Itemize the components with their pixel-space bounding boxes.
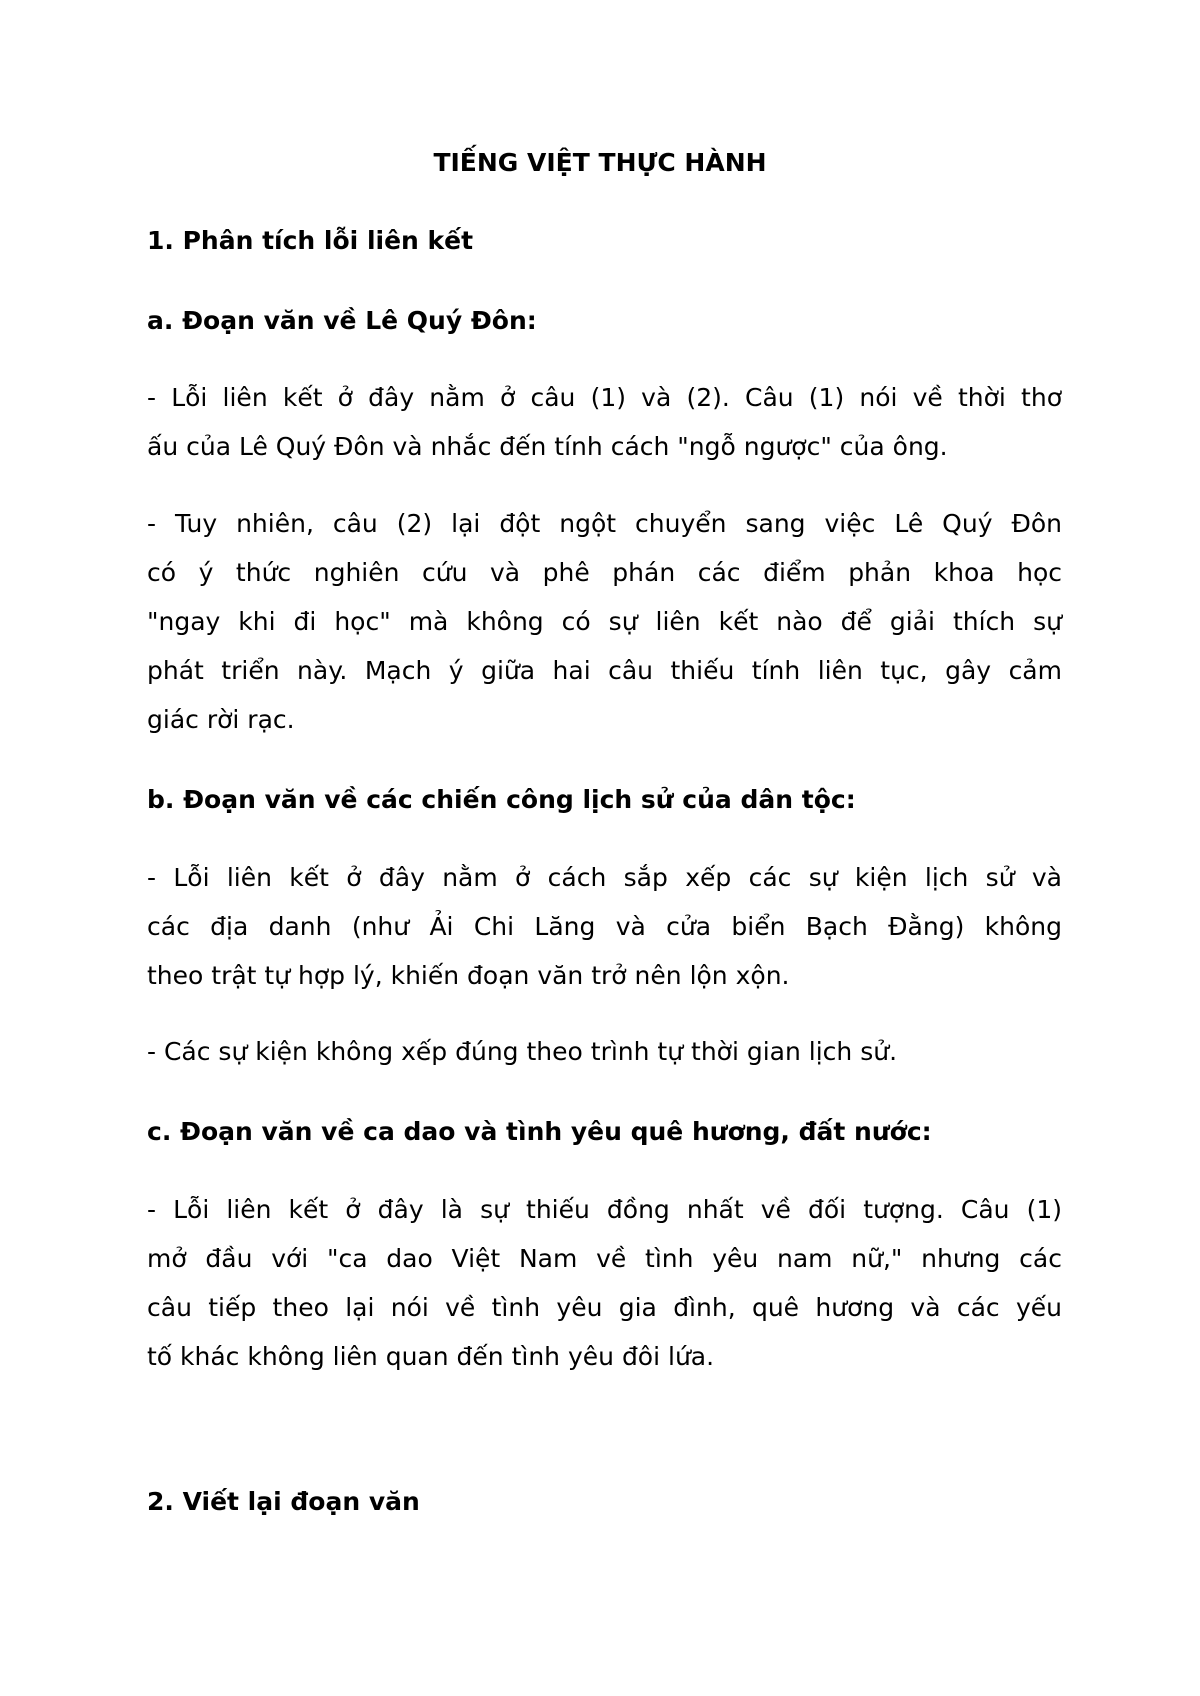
section-1-heading: 1. Phân tích lỗi liên kết xyxy=(147,226,474,255)
part-c-para1-line3: câu tiếp theo lại nói về tình yêu gia đình, quê hương và các yếu xyxy=(147,1293,1062,1322)
part-a-para1-line2: ấu của Lê Quý Đôn và nhắc đến tính cách "ngỗ ngược" của ông. xyxy=(147,432,948,461)
part-a-para2-line2: có ý thức nghiên cứu và phê phán các điểm phản khoa học xyxy=(147,558,1062,587)
part-c-para1-line4: tố khác không liên quan đến tình yêu đôi lứa. xyxy=(147,1342,715,1371)
part-a-para2-line1: - Tuy nhiên, câu (2) lại đột ngột chuyển sang việc Lê Quý Đôn xyxy=(147,509,1062,538)
part-b-para1-line2: các địa danh (như Ải Chi Lăng và cửa biển Bạch Đằng) không xyxy=(147,912,1062,941)
part-b-para1-line3: theo trật tự hợp lý, khiến đoạn văn trở nên lộn xộn. xyxy=(147,961,790,990)
part-a-para1-line1: - Lỗi liên kết ở đây nằm ở câu (1) và (2). Câu (1) nói về thời thơ xyxy=(147,383,1062,412)
document-title: TIẾNG VIỆT THỰC HÀNH xyxy=(433,148,767,177)
part-b-para1-line1: - Lỗi liên kết ở đây nằm ở cách sắp xếp các sự kiện lịch sử và xyxy=(147,863,1062,892)
part-a-heading: a. Đoạn văn về Lê Quý Đôn: xyxy=(147,306,537,335)
part-c-para1-line2: mở đầu với "ca dao Việt Nam về tình yêu nam nữ," nhưng các xyxy=(147,1244,1062,1273)
part-a-para2-line3: "ngay khi đi học" mà không có sự liên kết nào để giải thích sự xyxy=(147,607,1062,636)
section-2-heading: 2. Viết lại đoạn văn xyxy=(147,1487,420,1516)
part-a-para2-line4: phát triển này. Mạch ý giữa hai câu thiếu tính liên tục, gây cảm xyxy=(147,656,1062,685)
part-c-heading: c. Đoạn văn về ca dao và tình yêu quê hương, đất nước: xyxy=(147,1117,932,1146)
part-c-para1-line1: - Lỗi liên kết ở đây là sự thiếu đồng nhất về đối tượng. Câu (1) xyxy=(147,1195,1062,1224)
part-b-para2-line1: - Các sự kiện không xếp đúng theo trình tự thời gian lịch sử. xyxy=(147,1037,898,1066)
part-b-heading: b. Đoạn văn về các chiến công lịch sử của dân tộc: xyxy=(147,785,856,814)
part-a-para2-line5: giác rời rạc. xyxy=(147,705,295,734)
